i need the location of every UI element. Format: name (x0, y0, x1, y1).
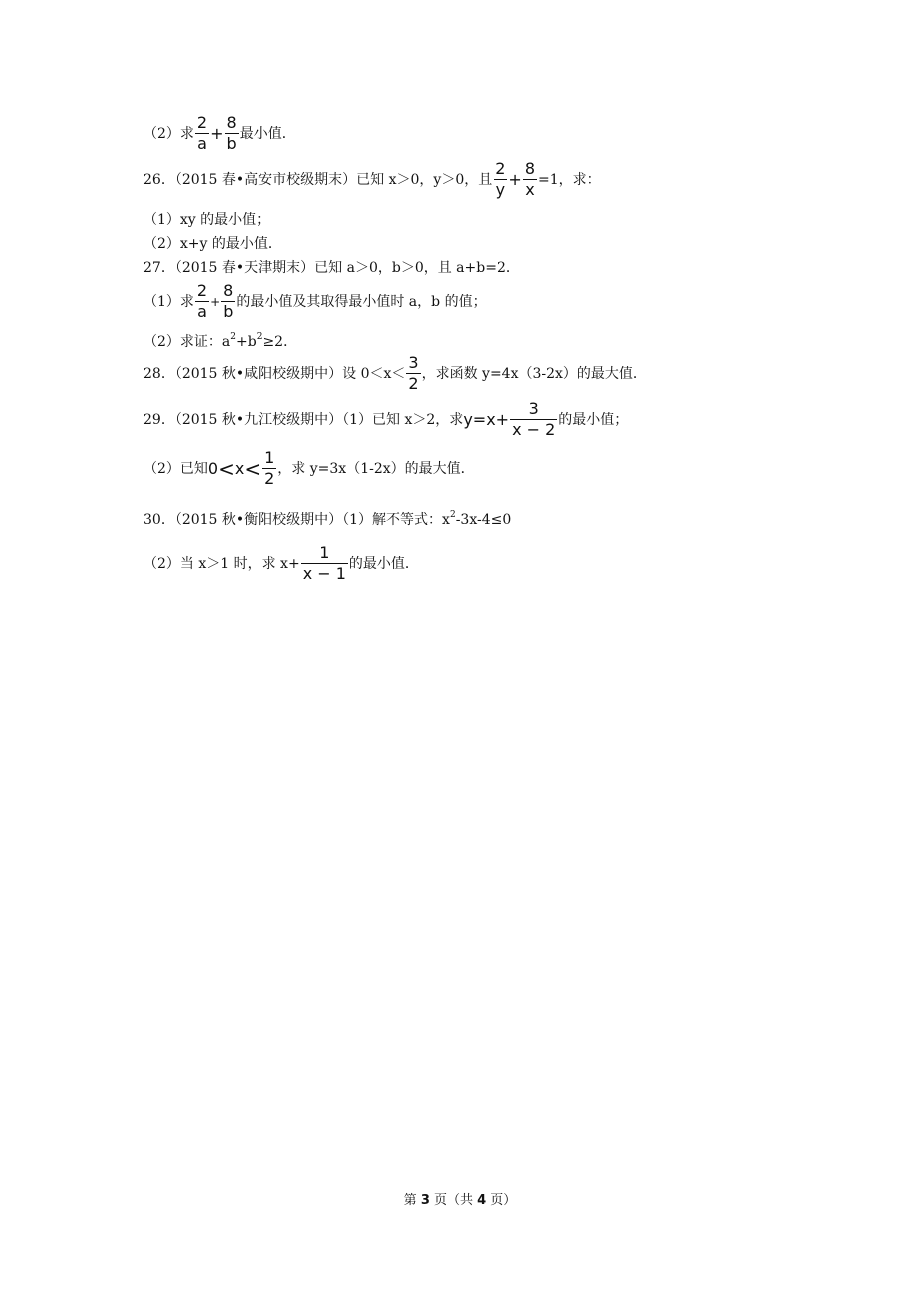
fraction-2-over-a: $\frac{2}{a}$ (196, 281, 208, 321)
text: （1）求 (143, 293, 194, 310)
problem-29-part-2 (143, 450, 475, 487)
text: 26．（2015 春•高安市校级期末）已知 x＞0，y＞0，且 (143, 171, 493, 188)
plus-sign: + (210, 123, 224, 143)
page-total: 4 (477, 1193, 487, 1208)
text: 29．（2015 秋•九江校级期中）（1）已知 x＞2，求 (143, 411, 464, 428)
less-than-sign: < (244, 456, 262, 481)
text: 的最小值； (558, 411, 629, 428)
page-number: 3 (420, 1193, 430, 1208)
text: =1，求： (538, 171, 601, 188)
fraction-8-over-b: $\frac{8}{b}$ (223, 281, 234, 321)
exponent: 2 (449, 509, 456, 520)
fraction-3-over-x-minus-2: $\frac{3}{x - 2}$ (512, 399, 556, 439)
text: （2）已知 (143, 460, 208, 477)
plus-sign: + (210, 294, 221, 309)
fraction-8-over-x: $\frac{8}{x}$ (524, 159, 536, 199)
variable-x: x (234, 458, 245, 478)
problem-26-part-1 (143, 213, 270, 227)
fraction-2-over-a: $\frac{2}{a}$ (196, 113, 208, 153)
problem-26-part-2 (143, 237, 282, 251)
problem-30-part-2 (143, 545, 419, 582)
exponent: 2 (230, 331, 236, 342)
problem-29-part-1 (143, 401, 628, 438)
text: ，求 y=3x（1-2x）的最大值． (277, 460, 475, 477)
text: （1）xy 的最小值； (143, 212, 271, 228)
text: ≥2． (262, 334, 298, 350)
problem-27-part-2 (143, 331, 298, 350)
problem-25-part-2 (143, 115, 296, 152)
exponent: 2 (256, 331, 263, 342)
zero: 0 (207, 458, 219, 478)
fraction-3-over-2: $\frac{3}{2}$ (408, 353, 419, 393)
text: 30．（2015 秋•衡阳校级期中）（1）解不等式：x (143, 512, 450, 528)
page-footer: 第 3 页（共 4 页） (403, 1193, 517, 1208)
text: 28．（2015 秋•咸阳校级期中）设 0＜x＜ (143, 365, 406, 382)
problem-30-part-1 (143, 509, 512, 528)
text: -3x-4≤0 (455, 512, 512, 528)
text: +b (236, 334, 257, 350)
problem-26-head (143, 161, 601, 198)
problem-27-part-1 (143, 283, 487, 320)
text: 最小值． (239, 125, 296, 142)
fraction-1-over-2: $\frac{1}{2}$ (264, 448, 275, 488)
text: （2）当 x＞1 时，求 x+ (143, 555, 300, 572)
text: 27．（2015 春•天津期末）已知 a＞0，b＞0，且 a+b=2． (143, 260, 520, 276)
function-expression: y=x+ (463, 409, 510, 429)
problem-27-head (143, 261, 520, 275)
plus-sign: + (508, 169, 522, 189)
text: ，求函数 y=4x（3-2x）的最大值． (421, 365, 647, 382)
text: （2）x+y 的最小值． (143, 236, 282, 252)
fraction-2-over-y: $\frac{2}{y}$ (495, 159, 506, 199)
text: （2）求 (143, 125, 194, 142)
problem-28 (143, 355, 647, 392)
text: 的最小值及其取得最小值时 a，b 的值； (236, 293, 487, 310)
fraction-8-over-b: $\frac{8}{b}$ (226, 113, 237, 153)
fraction-1-over-x-minus-1: $\frac{1}{x - 1}$ (302, 543, 346, 583)
text: （2）求证：a (143, 334, 231, 350)
text: 的最小值． (348, 555, 419, 572)
less-than-sign: < (218, 456, 235, 481)
